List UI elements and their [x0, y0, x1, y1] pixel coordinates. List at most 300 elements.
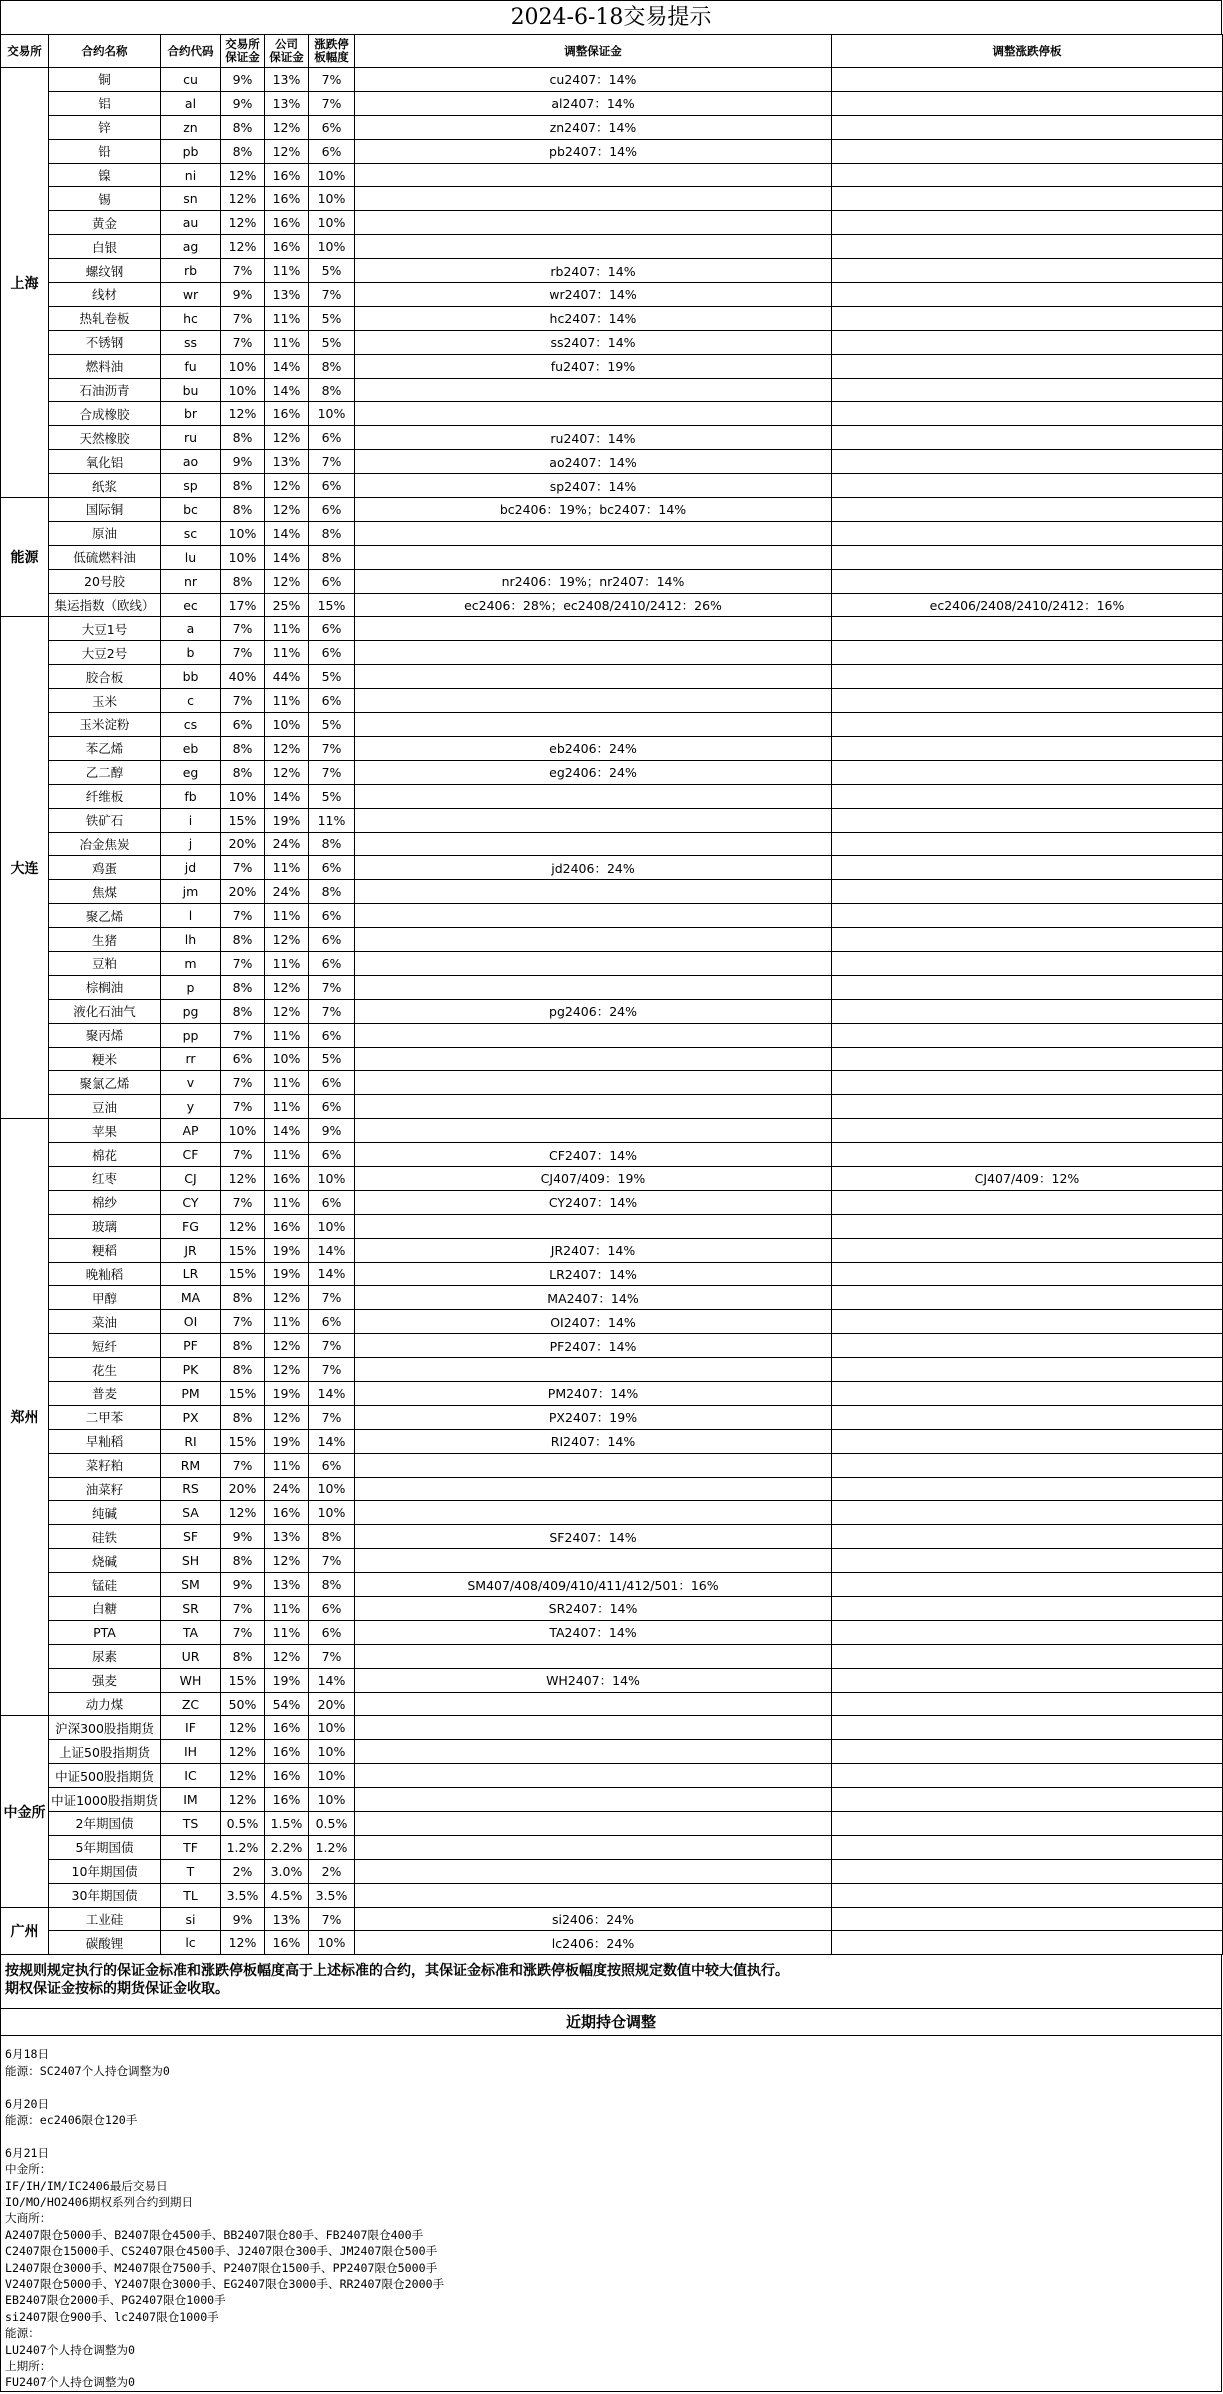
adjusted-margin-cell	[355, 904, 832, 928]
contract-code-cell: nr	[161, 569, 221, 593]
company-margin-cell: 16%	[265, 1166, 309, 1190]
table-row	[1, 1859, 1223, 1883]
exchange-margin-cell: 7%	[221, 1071, 265, 1095]
price-limit-cell: 20%	[309, 1692, 355, 1716]
contract-name-cell: 国际铜	[49, 498, 161, 522]
contract-name-cell: 液化石油气	[49, 999, 161, 1023]
exchange-margin-cell: 15%	[221, 1668, 265, 1692]
company-margin-cell: 14%	[265, 378, 309, 402]
adjusted-limit-cell	[832, 450, 1223, 474]
company-margin-cell: 12%	[265, 1286, 309, 1310]
contract-code-cell: TS	[161, 1812, 221, 1836]
contract-code-cell: sp	[161, 474, 221, 498]
adjusted-margin-cell	[355, 1692, 832, 1716]
contract-name-cell: 30年期国债	[49, 1883, 161, 1907]
adjusted-margin-cell: PF2407：14%	[355, 1334, 832, 1358]
adjusted-margin-cell	[355, 521, 832, 545]
company-margin-cell: 13%	[265, 68, 309, 92]
exchange-cell: 广州	[1, 1907, 49, 1955]
exchange-margin-cell: 7%	[221, 306, 265, 330]
table-row	[1, 450, 1223, 474]
exchange-margin-cell: 10%	[221, 784, 265, 808]
contract-code-cell: OI	[161, 1310, 221, 1334]
company-margin-cell: 24%	[265, 832, 309, 856]
contract-name-cell: 尿素	[49, 1644, 161, 1668]
adjusted-limit-cell	[832, 999, 1223, 1023]
contract-name-cell: 锌	[49, 115, 161, 139]
adjusted-margin-cell: WH2407：14%	[355, 1668, 832, 1692]
contract-code-cell: LR	[161, 1262, 221, 1286]
adjusted-limit-cell	[832, 545, 1223, 569]
adjusted-limit-cell	[832, 1668, 1223, 1692]
adjusted-margin-cell: MA2407：14%	[355, 1286, 832, 1310]
company-margin-cell: 12%	[265, 760, 309, 784]
header-contract-name: 合约名称	[49, 35, 161, 68]
adjusted-margin-cell: JR2407：14%	[355, 1238, 832, 1262]
contract-code-cell: ni	[161, 163, 221, 187]
adjusted-margin-cell: wr2407：14%	[355, 283, 832, 307]
contract-code-cell: TA	[161, 1620, 221, 1644]
adjusted-limit-cell	[832, 521, 1223, 545]
company-margin-cell: 14%	[265, 1119, 309, 1143]
table-row	[1, 880, 1223, 904]
adjusted-limit-cell	[832, 641, 1223, 665]
contract-name-cell: 中证500股指期货	[49, 1764, 161, 1788]
contract-name-cell: 氧化铝	[49, 450, 161, 474]
adjusted-limit-cell	[832, 1047, 1223, 1071]
table-row	[1, 68, 1223, 92]
contract-name-cell: 原油	[49, 521, 161, 545]
contract-code-cell: i	[161, 808, 221, 832]
contract-name-cell: 工业硅	[49, 1907, 161, 1931]
contract-name-cell: 碳酸锂	[49, 1931, 161, 1955]
company-margin-cell: 16%	[265, 1931, 309, 1955]
contract-code-cell: cs	[161, 713, 221, 737]
exchange-margin-cell: 9%	[221, 91, 265, 115]
company-margin-cell: 14%	[265, 545, 309, 569]
price-limit-cell: 6%	[309, 498, 355, 522]
adjusted-limit-cell	[832, 1429, 1223, 1453]
adjusted-margin-cell: al2407：14%	[355, 91, 832, 115]
table-row	[1, 808, 1223, 832]
contract-code-cell: a	[161, 617, 221, 641]
adjusted-margin-cell: lc2406：24%	[355, 1931, 832, 1955]
adjusted-margin-cell	[355, 975, 832, 999]
price-limit-cell: 5%	[309, 665, 355, 689]
adjusted-margin-cell: SM407/408/409/410/411/412/501：16%	[355, 1573, 832, 1597]
contract-code-cell: SH	[161, 1549, 221, 1573]
adjusted-margin-cell	[355, 832, 832, 856]
contract-name-cell: 纤维板	[49, 784, 161, 808]
contract-name-cell: 锰硅	[49, 1573, 161, 1597]
price-limit-cell: 7%	[309, 91, 355, 115]
exchange-margin-cell: 15%	[221, 1262, 265, 1286]
adjusted-limit-cell	[832, 1453, 1223, 1477]
contract-code-cell: au	[161, 211, 221, 235]
exchange-margin-cell: 8%	[221, 1405, 265, 1429]
adjusted-margin-cell: bc2406：19%；bc2407：14%	[355, 498, 832, 522]
adjusted-limit-cell	[832, 1286, 1223, 1310]
exchange-cell: 上海	[1, 68, 49, 498]
table-row	[1, 426, 1223, 450]
adjusted-limit-cell	[832, 115, 1223, 139]
contract-name-cell: 石油沥青	[49, 378, 161, 402]
price-limit-cell: 6%	[309, 569, 355, 593]
exchange-margin-cell: 10%	[221, 1119, 265, 1143]
contract-code-cell: pp	[161, 1023, 221, 1047]
company-margin-cell: 10%	[265, 713, 309, 737]
adjusted-limit-cell	[832, 1907, 1223, 1931]
contract-name-cell: 普麦	[49, 1381, 161, 1405]
contract-code-cell: sc	[161, 521, 221, 545]
price-limit-cell: 0.5%	[309, 1812, 355, 1836]
contract-name-cell: 燃料油	[49, 354, 161, 378]
contract-code-cell: RM	[161, 1453, 221, 1477]
header-exchange-margin-line2: 保证金	[225, 50, 260, 64]
adjusted-limit-cell	[832, 1788, 1223, 1812]
adjusted-margin-cell	[355, 665, 832, 689]
exchange-margin-cell: 12%	[221, 187, 265, 211]
company-margin-cell: 11%	[265, 1620, 309, 1644]
adjusted-margin-cell	[355, 1119, 832, 1143]
rules-note-text: 按规则规定执行的保证金标准和涨跌停板幅度高于上述标准的合约，其保证金标准和涨跌停板幅度按照规定数值中较大值执行。 期权保证金按标的期货保证金收取。	[5, 1963, 789, 1998]
adjusted-margin-cell: OI2407：14%	[355, 1310, 832, 1334]
exchange-margin-cell: 10%	[221, 521, 265, 545]
contract-name-cell: 豆粕	[49, 951, 161, 975]
table-row	[1, 115, 1223, 139]
contract-code-cell: SR	[161, 1597, 221, 1621]
exchange-margin-cell: 12%	[221, 211, 265, 235]
adjusted-margin-cell	[355, 808, 832, 832]
exchange-margin-cell: 7%	[221, 1143, 265, 1167]
contract-name-cell: 玉米淀粉	[49, 713, 161, 737]
company-margin-cell: 2.2%	[265, 1835, 309, 1859]
exchange-margin-cell: 12%	[221, 1214, 265, 1238]
company-margin-cell: 11%	[265, 1071, 309, 1095]
contract-name-cell: 纯碱	[49, 1501, 161, 1525]
company-margin-cell: 11%	[265, 1023, 309, 1047]
company-margin-cell: 4.5%	[265, 1883, 309, 1907]
adjusted-limit-cell	[832, 975, 1223, 999]
adjusted-limit-cell	[832, 1573, 1223, 1597]
company-margin-cell: 19%	[265, 1262, 309, 1286]
contract-code-cell: SA	[161, 1501, 221, 1525]
table-row	[1, 1883, 1223, 1907]
adjusted-margin-cell	[355, 378, 832, 402]
exchange-margin-cell: 9%	[221, 450, 265, 474]
adjusted-limit-cell	[832, 1405, 1223, 1429]
adjusted-margin-cell: nr2406：19%；nr2407：14%	[355, 569, 832, 593]
company-margin-cell: 12%	[265, 474, 309, 498]
exchange-margin-cell: 7%	[221, 641, 265, 665]
contract-name-cell: 纸浆	[49, 474, 161, 498]
exchange-margin-cell: 12%	[221, 1716, 265, 1740]
exchange-margin-cell: 12%	[221, 1788, 265, 1812]
exchange-margin-cell: 12%	[221, 1931, 265, 1955]
adjusted-limit-cell	[832, 1238, 1223, 1262]
contract-name-cell: 铝	[49, 91, 161, 115]
header-contract-code: 合约代码	[161, 35, 221, 68]
company-margin-cell: 19%	[265, 1381, 309, 1405]
company-margin-cell: 13%	[265, 1525, 309, 1549]
company-margin-cell: 16%	[265, 235, 309, 259]
adjusted-margin-cell: TA2407：14%	[355, 1620, 832, 1644]
exchange-margin-cell: 40%	[221, 665, 265, 689]
contract-code-cell: br	[161, 402, 221, 426]
adjusted-margin-cell: CJ407/409：19%	[355, 1166, 832, 1190]
table-row	[1, 1023, 1223, 1047]
exchange-margin-cell: 9%	[221, 68, 265, 92]
adjusted-margin-cell	[355, 1788, 832, 1812]
price-limit-cell: 10%	[309, 1477, 355, 1501]
table-row	[1, 1262, 1223, 1286]
adjusted-margin-cell: RI2407：14%	[355, 1429, 832, 1453]
adjusted-margin-cell	[355, 928, 832, 952]
exchange-margin-cell: 7%	[221, 689, 265, 713]
adjusted-margin-cell	[355, 1812, 832, 1836]
exchange-margin-cell: 7%	[221, 330, 265, 354]
adjusted-limit-cell	[832, 402, 1223, 426]
company-margin-cell: 12%	[265, 999, 309, 1023]
exchange-margin-cell: 9%	[221, 1525, 265, 1549]
table-row	[1, 1525, 1223, 1549]
price-limit-cell: 10%	[309, 1788, 355, 1812]
contract-code-cell: fu	[161, 354, 221, 378]
rules-note	[0, 1955, 1222, 2009]
exchange-margin-cell: 9%	[221, 1907, 265, 1931]
price-limit-cell: 14%	[309, 1429, 355, 1453]
adjusted-margin-cell	[355, 1835, 832, 1859]
table-row	[1, 1095, 1223, 1119]
contract-name-cell: 合成橡胶	[49, 402, 161, 426]
exchange-margin-cell: 8%	[221, 928, 265, 952]
price-limit-cell: 11%	[309, 808, 355, 832]
header-exchange-margin	[221, 35, 265, 68]
price-limit-cell: 6%	[309, 115, 355, 139]
adjusted-limit-cell	[832, 880, 1223, 904]
contract-name-cell: PTA	[49, 1620, 161, 1644]
exchange-margin-cell: 7%	[221, 259, 265, 283]
exchange-margin-cell: 7%	[221, 1023, 265, 1047]
table-row	[1, 1477, 1223, 1501]
company-margin-cell: 11%	[265, 951, 309, 975]
company-margin-cell: 11%	[265, 1190, 309, 1214]
exchange-margin-cell: 7%	[221, 1620, 265, 1644]
price-limit-cell: 7%	[309, 760, 355, 784]
exchange-margin-cell: 7%	[221, 1095, 265, 1119]
table-row	[1, 283, 1223, 307]
header-adjusted-margin: 调整保证金	[355, 35, 832, 68]
adjusted-margin-cell	[355, 163, 832, 187]
contract-name-cell: 苯乙烯	[49, 736, 161, 760]
adjusted-limit-cell	[832, 426, 1223, 450]
exchange-margin-cell: 10%	[221, 354, 265, 378]
company-margin-cell: 16%	[265, 1214, 309, 1238]
adjusted-limit-cell	[832, 689, 1223, 713]
contract-name-cell: 冶金焦炭	[49, 832, 161, 856]
adjusted-margin-cell: zn2407：14%	[355, 115, 832, 139]
price-limit-cell: 8%	[309, 880, 355, 904]
price-limit-cell: 6%	[309, 1023, 355, 1047]
company-margin-cell: 44%	[265, 665, 309, 689]
price-limit-cell: 7%	[309, 1405, 355, 1429]
table-row	[1, 999, 1223, 1023]
company-margin-cell: 14%	[265, 354, 309, 378]
adjusted-margin-cell: cu2407：14%	[355, 68, 832, 92]
contract-name-cell: 乙二醇	[49, 760, 161, 784]
exchange-margin-cell: 7%	[221, 904, 265, 928]
adjusted-limit-cell	[832, 1095, 1223, 1119]
adjusted-margin-cell	[355, 187, 832, 211]
contract-name-cell: 沪深300股指期货	[49, 1716, 161, 1740]
price-limit-cell: 5%	[309, 259, 355, 283]
company-margin-cell: 19%	[265, 1429, 309, 1453]
exchange-margin-cell: 12%	[221, 1740, 265, 1764]
contract-code-cell: jm	[161, 880, 221, 904]
exchange-margin-cell: 8%	[221, 975, 265, 999]
table-row	[1, 951, 1223, 975]
table-row	[1, 1835, 1223, 1859]
price-limit-cell: 7%	[309, 68, 355, 92]
price-limit-cell: 5%	[309, 784, 355, 808]
exchange-margin-cell: 8%	[221, 999, 265, 1023]
price-limit-cell: 8%	[309, 1525, 355, 1549]
table-row	[1, 1453, 1223, 1477]
company-margin-cell: 12%	[265, 426, 309, 450]
exchange-margin-cell: 8%	[221, 1549, 265, 1573]
adjusted-limit-cell	[832, 1931, 1223, 1955]
company-margin-cell: 12%	[265, 139, 309, 163]
contract-name-cell: 油菜籽	[49, 1477, 161, 1501]
exchange-margin-cell: 8%	[221, 760, 265, 784]
price-limit-cell: 7%	[309, 999, 355, 1023]
exchange-margin-cell: 50%	[221, 1692, 265, 1716]
adjusted-margin-cell	[355, 617, 832, 641]
contract-name-cell: 20号胶	[49, 569, 161, 593]
contract-code-cell: eg	[161, 760, 221, 784]
exchange-cell: 能源	[1, 498, 49, 617]
header-price-limit	[309, 35, 355, 68]
contract-code-cell: lh	[161, 928, 221, 952]
contract-code-cell: eb	[161, 736, 221, 760]
adjusted-limit-cell	[832, 1549, 1223, 1573]
table-row	[1, 760, 1223, 784]
price-limit-cell: 5%	[309, 1047, 355, 1071]
contract-code-cell: ao	[161, 450, 221, 474]
contract-name-cell: 5年期国债	[49, 1835, 161, 1859]
adjusted-margin-cell	[355, 880, 832, 904]
company-margin-cell: 12%	[265, 1549, 309, 1573]
exchange-margin-cell: 12%	[221, 1501, 265, 1525]
contract-name-cell: 胶合板	[49, 665, 161, 689]
contract-name-cell: 大豆1号	[49, 617, 161, 641]
adjusted-limit-cell	[832, 784, 1223, 808]
contract-code-cell: j	[161, 832, 221, 856]
exchange-cell: 郑州	[1, 1119, 49, 1716]
contract-code-cell: FG	[161, 1214, 221, 1238]
table-row	[1, 1620, 1223, 1644]
adjusted-margin-cell	[355, 235, 832, 259]
contract-name-cell: 2年期国债	[49, 1812, 161, 1836]
exchange-margin-cell: 7%	[221, 1190, 265, 1214]
price-limit-cell: 10%	[309, 187, 355, 211]
company-margin-cell: 19%	[265, 1238, 309, 1262]
exchange-margin-cell: 20%	[221, 1477, 265, 1501]
adjusted-margin-cell: LR2407：14%	[355, 1262, 832, 1286]
contract-code-cell: b	[161, 641, 221, 665]
adjusted-limit-cell	[832, 235, 1223, 259]
company-margin-cell: 16%	[265, 1716, 309, 1740]
contract-name-cell: 玻璃	[49, 1214, 161, 1238]
adjusted-limit-cell	[832, 91, 1223, 115]
adjusted-limit-cell	[832, 1883, 1223, 1907]
adjusted-margin-cell: ec2406：28%；ec2408/2410/2412：26%	[355, 593, 832, 617]
adjusted-margin-cell: pb2407：14%	[355, 139, 832, 163]
contract-code-cell: rr	[161, 1047, 221, 1071]
adjusted-margin-cell	[355, 641, 832, 665]
price-limit-cell: 6%	[309, 617, 355, 641]
exchange-margin-cell: 15%	[221, 1381, 265, 1405]
table-row	[1, 1907, 1223, 1931]
company-margin-cell: 11%	[265, 1453, 309, 1477]
exchange-margin-cell: 8%	[221, 1644, 265, 1668]
exchange-margin-cell: 15%	[221, 808, 265, 832]
company-margin-cell: 11%	[265, 330, 309, 354]
price-limit-cell: 6%	[309, 689, 355, 713]
company-margin-cell: 11%	[265, 617, 309, 641]
contract-code-cell: lc	[161, 1931, 221, 1955]
adjusted-margin-cell: sp2407：14%	[355, 474, 832, 498]
exchange-margin-cell: 9%	[221, 283, 265, 307]
contract-code-cell: WH	[161, 1668, 221, 1692]
price-limit-cell: 6%	[309, 1453, 355, 1477]
contract-name-cell: 镍	[49, 163, 161, 187]
header-exchange: 交易所	[1, 35, 49, 68]
table-row	[1, 1286, 1223, 1310]
exchange-margin-cell: 12%	[221, 1166, 265, 1190]
exchange-margin-cell: 8%	[221, 498, 265, 522]
contract-name-cell: 鸡蛋	[49, 856, 161, 880]
company-margin-cell: 11%	[265, 259, 309, 283]
contract-code-cell: p	[161, 975, 221, 999]
header-price-limit-line2: 板幅度	[314, 50, 349, 64]
contract-name-cell: 铜	[49, 68, 161, 92]
company-margin-cell: 54%	[265, 1692, 309, 1716]
adjusted-margin-cell	[355, 1453, 832, 1477]
contract-code-cell: AP	[161, 1119, 221, 1143]
table-row	[1, 1405, 1223, 1429]
adjusted-limit-cell	[832, 1262, 1223, 1286]
price-limit-cell: 8%	[309, 354, 355, 378]
contract-name-cell: 棕榈油	[49, 975, 161, 999]
table-row	[1, 1549, 1223, 1573]
exchange-margin-cell: 15%	[221, 1238, 265, 1262]
adjusted-limit-cell	[832, 283, 1223, 307]
company-margin-cell: 16%	[265, 1501, 309, 1525]
company-margin-cell: 19%	[265, 808, 309, 832]
table-row	[1, 259, 1223, 283]
price-limit-cell: 14%	[309, 1381, 355, 1405]
adjusted-margin-cell	[355, 1071, 832, 1095]
table-row	[1, 904, 1223, 928]
adjusted-margin-cell: ss2407：14%	[355, 330, 832, 354]
contract-code-cell: IF	[161, 1716, 221, 1740]
adjusted-limit-cell	[832, 1310, 1223, 1334]
price-limit-cell: 7%	[309, 1644, 355, 1668]
exchange-margin-cell: 8%	[221, 139, 265, 163]
table-row	[1, 1071, 1223, 1095]
contract-code-cell: CF	[161, 1143, 221, 1167]
